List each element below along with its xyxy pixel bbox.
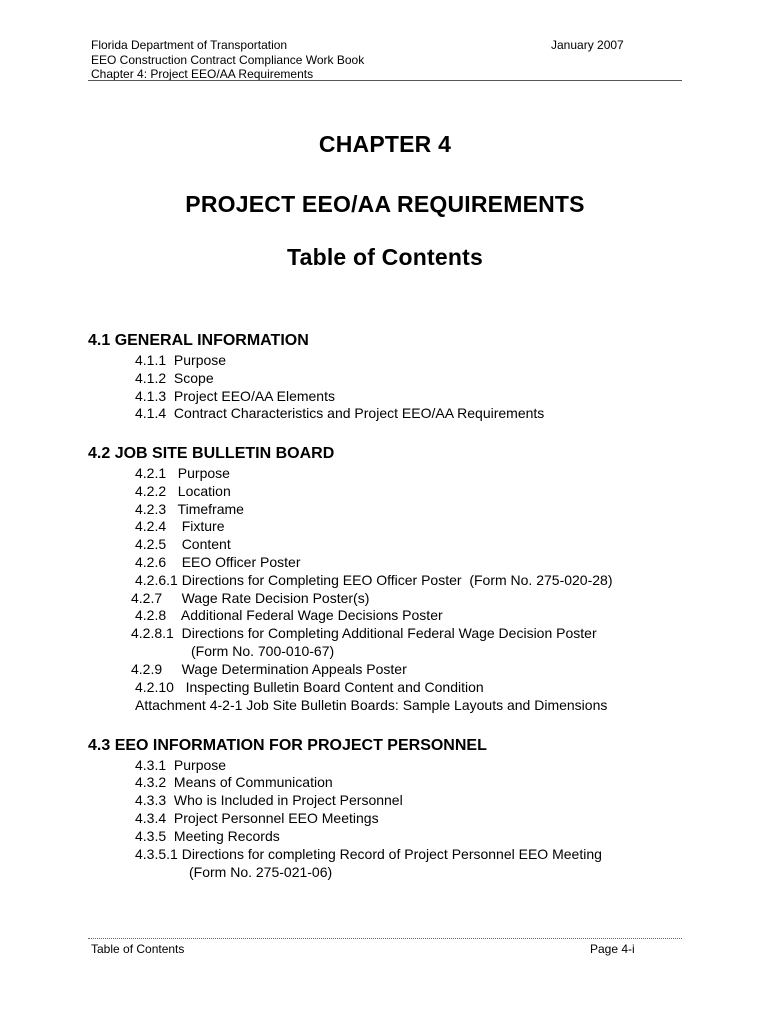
toc-item-attachment-4-2-1: Attachment 4-2-1 Job Site Bulletin Boards: Sample Layouts and Dimensions — [135, 697, 608, 713]
toc-item-4-2-5: 4.2.5 Content — [135, 536, 231, 552]
header-chapter: Chapter 4: Project EEO/AA Requirements — [91, 67, 314, 81]
toc-item-4-2-8-1-form: (Form No. 700-010-67) — [191, 643, 335, 659]
section-heading-4-1: 4.1 GENERAL INFORMATION — [88, 332, 309, 349]
toc-item-4-3-3: 4.3.3 Who is Included in Project Personnel — [135, 792, 403, 808]
toc-item-4-2-1: 4.2.1 Purpose — [135, 465, 230, 481]
header-org: Florida Department of Transportation — [91, 38, 288, 52]
toc-item-4-1-3: 4.1.3 Project EEO/AA Elements — [135, 388, 335, 404]
toc-item-4-2-10: 4.2.10 Inspecting Bulletin Board Content and Condition — [135, 679, 484, 695]
header-workbook: EEO Construction Contract Compliance Work Book — [91, 52, 365, 67]
running-header — [91, 38, 364, 82]
chapter-title: CHAPTER 4 — [318, 131, 452, 157]
toc-item-4-1-4: 4.1.4 Contract Characteristics and Project EEO/AA Requirements — [135, 405, 545, 421]
header-divider — [88, 80, 682, 81]
toc-item-4-2-9: 4.2.9 Wage Determination Appeals Poster — [131, 661, 407, 677]
toc-item-4-2-3: 4.2.3 Timeframe — [135, 501, 244, 517]
chapter-subject: PROJECT EEO/AA REQUIREMENTS — [185, 191, 585, 217]
toc-item-4-2-8-1: 4.2.8.1 Directions for Completing Additional Federal Wage Decision Poster — [131, 625, 597, 641]
toc-item-4-3-5-1-form: (Form No. 275-021-06) — [189, 864, 333, 880]
toc-item-4-1-1: 4.1.1 Purpose — [135, 352, 227, 368]
toc-item-4-1-2: 4.1.2 Scope — [135, 370, 214, 386]
footer-label: Table of Contents — [91, 942, 185, 956]
section-heading-4-2: 4.2 JOB SITE BULLETIN BOARD — [88, 445, 335, 462]
footer-divider — [88, 938, 682, 939]
toc-item-4-2-4: 4.2.4 Fixture — [135, 518, 225, 534]
toc-item-4-2-8: 4.2.8 Additional Federal Wage Decisions Poster — [135, 607, 443, 623]
toc-item-4-2-6-1: 4.2.6.1 Directions for Completing EEO Officer Poster (Form No. 275-020-28) — [135, 572, 613, 588]
toc-item-4-2-7: 4.2.7 Wage Rate Decision Poster(s) — [131, 590, 370, 606]
toc-title: Table of Contents — [287, 244, 483, 270]
toc-item-4-2-6: 4.2.6 EEO Officer Poster — [135, 554, 301, 570]
toc-item-4-3-2: 4.3.2 Means of Communication — [135, 774, 333, 790]
toc-item-4-3-5-1: 4.3.5.1 Directions for completing Record of Project Personnel EEO Meeting — [135, 846, 602, 862]
toc-item-4-3-5: 4.3.5 Meeting Records — [135, 828, 280, 844]
toc-item-4-3-4: 4.3.4 Project Personnel EEO Meetings — [135, 810, 379, 826]
toc-item-4-3-1: 4.3.1 Purpose — [135, 757, 227, 773]
header-date: January 2007 — [551, 38, 624, 52]
page-number: Page 4-i — [590, 942, 635, 956]
toc-item-4-2-2: 4.2.2 Location — [135, 483, 231, 499]
section-heading-4-3: 4.3 EEO INFORMATION FOR PROJECT PERSONNEL — [88, 737, 487, 754]
